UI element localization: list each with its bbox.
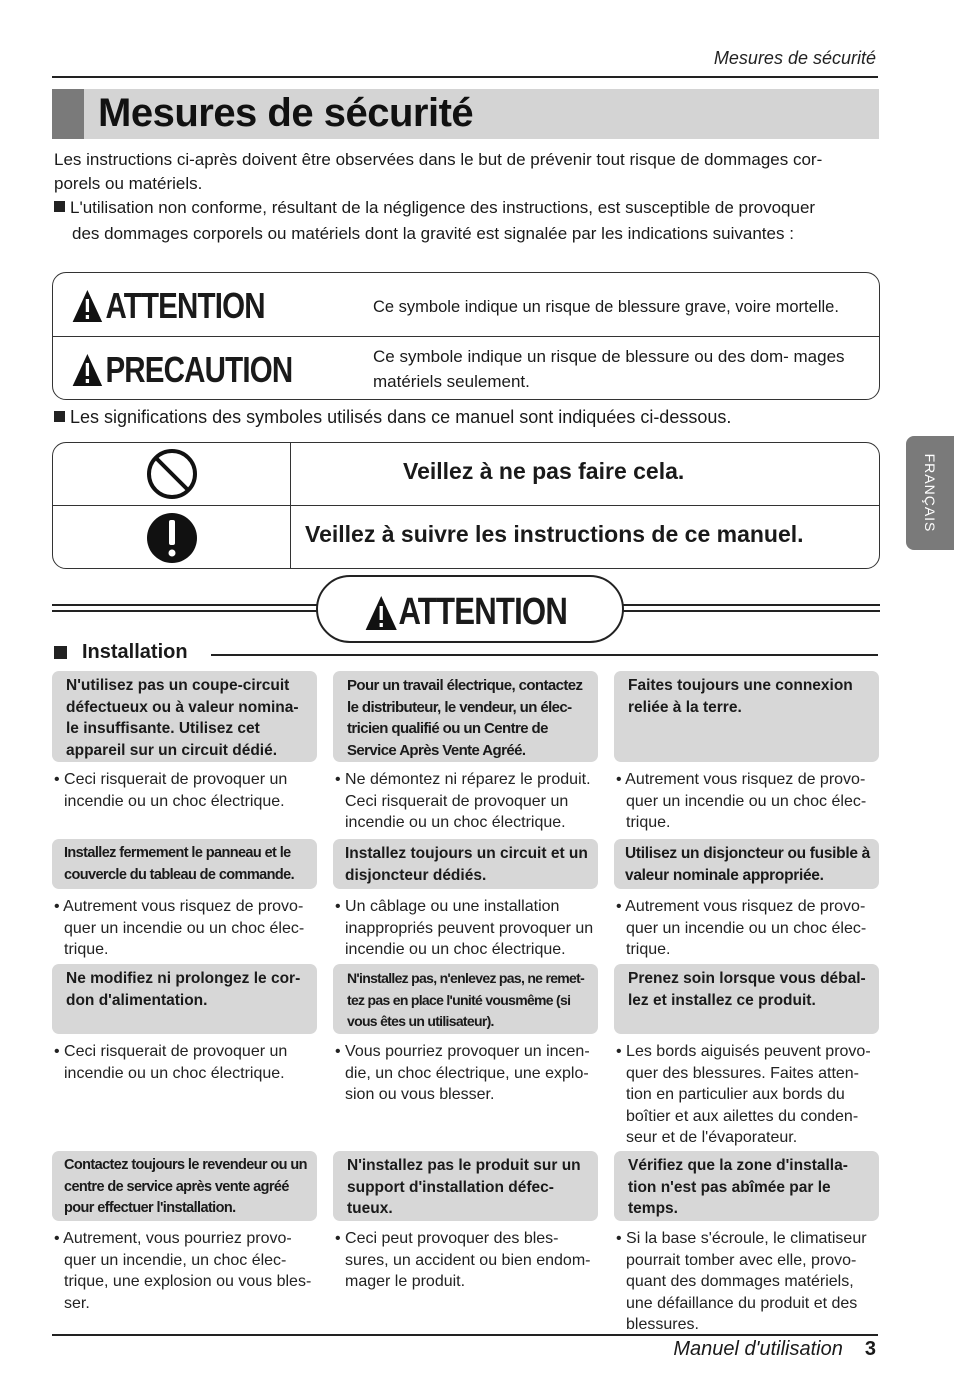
warning-triangle-icon — [71, 352, 104, 388]
install-item-6 — [614, 839, 879, 961]
square-bullet-icon — [54, 201, 65, 212]
install-item-8 — [333, 964, 598, 1106]
install-item-title: N'utilisez pas un coupe-circuit défectueux ou à valeur nomina- le insuffisante. Utilisez cet appareil sur un circuit dédié. — [52, 671, 317, 762]
symbols-intro — [54, 407, 731, 428]
symbols-intro-text: Les significations des symboles utilisés dans ce manuel sont indiquées ci-dessous. — [70, 407, 732, 427]
installation-heading — [54, 641, 188, 664]
install-item-title: N'installez pas, n'enlevez pas, ne remet- tez pas en place l'unité vousmême (si vous êtes un utilisateur). — [333, 964, 598, 1034]
install-item-title: Pour un travail électrique, contactez le distributeur, le vendeur, un élec- tricien qualifié ou un Centre de Service Après Vente Agréé. — [333, 671, 598, 762]
bottom-rule — [52, 1334, 878, 1336]
attention-banner-label — [364, 591, 567, 634]
install-item-body: • Autrement vous risquez de provo- quer un incendie ou un choc élec- trique. — [616, 898, 867, 958]
symbol-row-mandatory — [53, 506, 879, 569]
install-item-title: Faites toujours une connexion reliée à la terre. — [614, 671, 879, 762]
attention-banner-text: ATTENTION — [398, 591, 568, 633]
install-item-body: • Un câblage ou une installation inappropriés peuvent provoquer un incendie ou un choc électrique. — [335, 898, 594, 958]
install-item-body: • Ne démontez ni réparez le produit. Ceci risquerait de provoquer un incendie ou un choc électrique. — [335, 771, 591, 831]
symbol-cell — [53, 506, 291, 569]
installation-heading-text: Installation — [82, 641, 188, 663]
intro-line: Les instructions ci-après doivent être observées dans le but de prévenir tout risque de dommages cor- — [54, 150, 823, 169]
install-item-title: Vérifiez que la zone d'installa- tion n'est pas abîmée par le temps. — [614, 1151, 879, 1221]
mandatory-icon — [145, 511, 199, 565]
installation-rule — [211, 654, 878, 656]
install-item-title: Ne modifiez ni prolongez le cor- don d'alimentation. — [52, 964, 317, 1034]
symbol-cell — [53, 443, 291, 505]
install-item-title: Prenez soin lorsque vous débal- lez et installez ce produit. — [614, 964, 879, 1034]
attention-banner — [316, 575, 624, 643]
intro-line — [54, 196, 874, 220]
title-bar — [52, 89, 879, 139]
install-item-body: • Autrement vous risquez de provo- quer un incendie ou un choc élec- trique. — [54, 898, 305, 958]
square-bullet-icon — [54, 646, 67, 659]
footer-manual-label: Manuel d'utilisation — [673, 1338, 843, 1360]
top-rule — [52, 76, 878, 78]
warning-triangle-icon — [364, 594, 398, 632]
prohibited-text: Veillez à ne pas faire cela. — [403, 458, 685, 484]
square-bullet-icon — [54, 411, 65, 422]
title-accent — [52, 89, 84, 139]
intro-line-text: L'utilisation non conforme, résultant de la négligence des instructions, est susceptible de provoquer — [70, 198, 816, 217]
precaution-label-text: PRECAUTION — [105, 349, 293, 390]
install-item-body: • Vous pourriez provoquer un incen- die, un choc électrique, une explo- sion ou vous blesser. — [335, 1043, 590, 1103]
install-item-body: • Les bords aiguisés peuvent provo- quer des blessures. Faites atten- tion en particulier aux bords du boîtier et aux ailettes du conden- seur et de l'évaporateur. — [616, 1043, 871, 1146]
language-tab — [906, 436, 954, 550]
attention-description: Ce symbole indique un risque de blessure grave, voire mortelle. — [373, 298, 839, 316]
install-item-body: • Si la base s'écroule, le climatiseur pourrait tomber avec elle, provo- quant des dommages matériels, une défaillance du produit et des blessures. — [616, 1230, 867, 1333]
install-item-body: • Ceci risquerait de provoquer un incendie ou un choc électrique. — [54, 1043, 288, 1082]
signal-row-precaution — [53, 337, 879, 400]
install-item-title: Installez fermement le panneau et le couvercle du tableau de commande. — [52, 839, 317, 889]
install-item-2 — [333, 671, 598, 834]
intro-text — [54, 148, 874, 246]
install-item-title: Utilisez un disjoncteur ou fusible à valeur nominale appropriée. — [614, 839, 879, 889]
install-item-title: Installez toujours un circuit et un disjoncteur dédiés. — [333, 839, 598, 889]
install-item-title: Contactez toujours le revendeur ou un centre de service après vente agréé pour effectuer l'installation. — [52, 1151, 317, 1221]
intro-line: des dommages corporels ou matériels dont la gravité est signalée par les indications suivantes : — [72, 224, 794, 243]
banner-rule-right — [622, 604, 880, 612]
footer — [673, 1338, 876, 1361]
language-tab-label: FRANÇAIS — [922, 453, 938, 533]
prohibited-icon — [145, 447, 199, 501]
running-header: Mesures de sécurité — [713, 48, 876, 68]
install-item-11 — [333, 1151, 598, 1293]
install-item-10 — [52, 1151, 317, 1314]
install-item-body: • Ceci risquerait de provoquer un incendie ou un choc électrique. — [54, 771, 288, 810]
install-item-12 — [614, 1151, 879, 1336]
install-item-body: • Autrement, vous pourriez provo- quer un incendie, un choc élec- trique, une explosion ou vous bles- ser. — [54, 1230, 312, 1312]
signal-word-table — [52, 272, 880, 400]
install-item-9 — [614, 964, 879, 1149]
signal-row-attention — [53, 273, 879, 337]
precaution-description: Ce symbole indique un risque de blessure ou des dom- mages matériels seulement. — [373, 347, 845, 391]
install-item-body: • Ceci peut provoquer des bles- sures, un accident ou bien endom- mager le produit. — [335, 1230, 591, 1290]
install-item-4 — [52, 839, 317, 961]
install-item-7 — [52, 964, 317, 1084]
install-item-body: • Autrement vous risquez de provo- quer un incendie ou un choc élec- trique. — [616, 771, 867, 831]
banner-rule-left — [52, 604, 318, 612]
install-item-1 — [52, 671, 317, 812]
symbol-row-prohibited — [53, 443, 879, 506]
symbols-table — [52, 442, 880, 569]
warning-triangle-icon — [71, 288, 104, 324]
install-item-3 — [614, 671, 879, 834]
precaution-label — [71, 349, 292, 391]
install-item-5 — [333, 839, 598, 961]
attention-label — [71, 285, 265, 327]
page-number: 3 — [864, 1338, 876, 1360]
attention-label-text: ATTENTION — [105, 285, 265, 326]
page-title: Mesures de sécurité — [98, 91, 474, 135]
intro-line: porels ou matériels. — [54, 174, 203, 193]
install-item-title: N'installez pas le produit sur un support d'installation défec- tueux. — [333, 1151, 598, 1221]
mandatory-text: Veillez à suivre les instructions de ce manuel. — [305, 521, 804, 547]
